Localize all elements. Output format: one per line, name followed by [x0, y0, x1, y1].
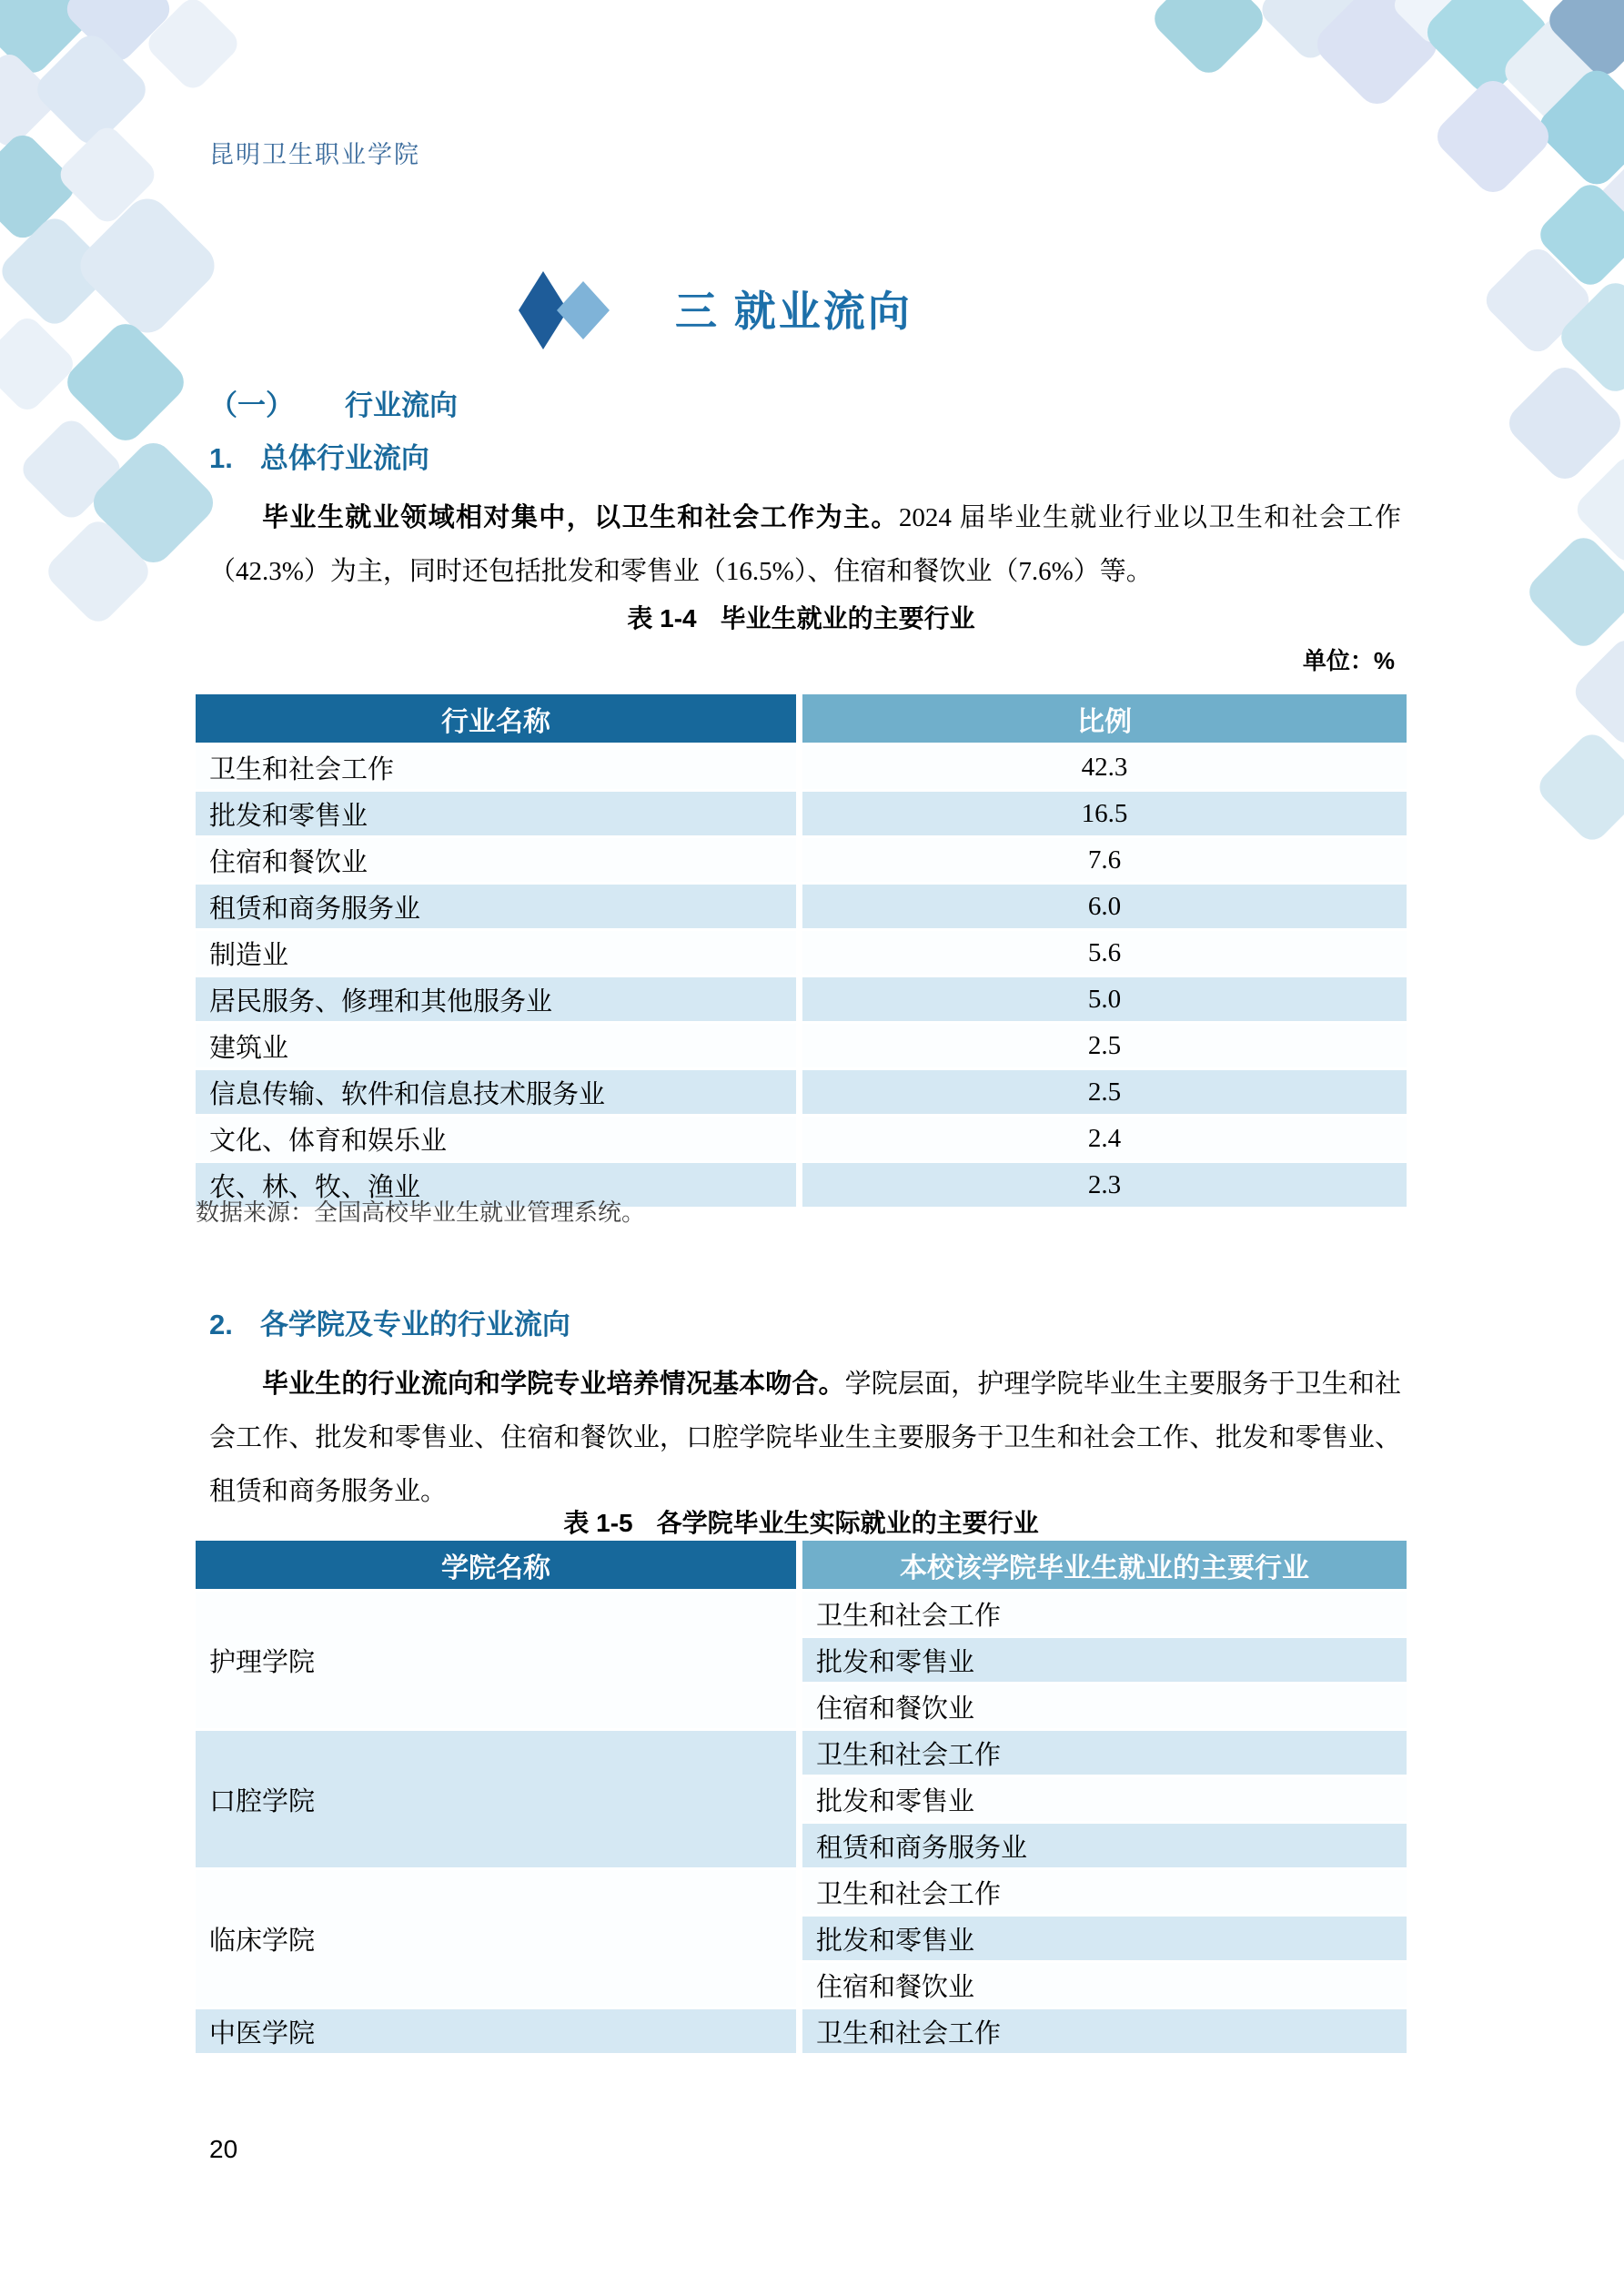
- section-heading-industry-flow: [209, 382, 458, 423]
- subsection-number: 1.: [209, 442, 233, 474]
- decorative-diamond: [0, 312, 79, 415]
- college-industry: 批发和零售业: [802, 1777, 1407, 1821]
- section-heading-label: （一）: [209, 389, 294, 421]
- paragraph-overall-industry: [209, 491, 1401, 599]
- industry-value: 42.3: [802, 745, 1407, 789]
- subsection-title: 总体行业流向: [259, 442, 429, 474]
- table-caption-text: 各学院毕业生实际就业的主要行业: [656, 1509, 1039, 1537]
- paragraph-college-industry: [209, 1358, 1401, 1519]
- table-row: [196, 838, 1407, 882]
- page-header-text: 昆明卫生职业学院: [209, 141, 420, 168]
- page-title: 三 就业流向: [675, 288, 913, 335]
- table-row: [196, 745, 1407, 789]
- industry-name: 住宿和餐饮业: [196, 838, 796, 882]
- table-row: [196, 1024, 1407, 1067]
- industry-name: 租赁和商务服务业: [196, 885, 796, 928]
- table-row: [196, 2009, 1407, 2053]
- table-row: [196, 1117, 1407, 1160]
- table-row: [196, 931, 1407, 975]
- college-industry: 卫生和社会工作: [802, 1592, 1407, 1635]
- subsection-heading-overall-industry-flow: [209, 435, 429, 476]
- paragraph-body: 2024 届毕业生就业行业以卫生和社会工作（42.3%）为主，同时还包括批发和零售业（16.5%）、住宿和餐饮业（7.6%）等。: [209, 503, 1401, 586]
- industry-value: 2.3: [802, 1163, 1407, 1207]
- industry-value: 2.5: [802, 1070, 1407, 1114]
- industry-name: 建筑业: [196, 1024, 796, 1067]
- industry-table: [189, 692, 1413, 1209]
- industry-table-header-ratio: 比例: [802, 694, 1407, 743]
- industry-name: 农、林、牧、渔业: [196, 1163, 796, 1207]
- industry-name: 制造业: [196, 931, 796, 975]
- data-source-note: 数据来源：全国高校毕业生就业管理系统。: [196, 1199, 646, 1226]
- college-name: 中医学院: [196, 2009, 796, 2053]
- college-name: 口腔学院: [196, 1731, 796, 1867]
- table-1-4-caption: [189, 599, 1413, 635]
- table-caption-number: 表 1-4: [627, 604, 697, 632]
- industry-table-header-name: 行业名称: [196, 694, 796, 743]
- college-table: [189, 1538, 1413, 2056]
- industry-value: 2.5: [802, 1024, 1407, 1067]
- college-industry: 卫生和社会工作: [802, 1731, 1407, 1775]
- table-row: [196, 1731, 1407, 1775]
- table-row: [196, 977, 1407, 1021]
- college-table-header-name: 学院名称: [196, 1541, 796, 1589]
- table-caption-text: 毕业生就业的主要行业: [720, 604, 975, 632]
- industry-value: 6.0: [802, 885, 1407, 928]
- industry-value: 2.4: [802, 1117, 1407, 1160]
- industry-name: 居民服务、修理和其他服务业: [196, 977, 796, 1021]
- subsection-number: 2.: [209, 1309, 233, 1340]
- industry-name: 文化、体育和娱乐业: [196, 1117, 796, 1160]
- college-industry: 住宿和餐饮业: [802, 1963, 1407, 2007]
- college-table-header-row: [196, 1541, 1407, 1589]
- table-row: [196, 792, 1407, 835]
- industry-name: 批发和零售业: [196, 792, 796, 835]
- industry-value: 16.5: [802, 792, 1407, 835]
- industry-value: 5.0: [802, 977, 1407, 1021]
- industry-name: 信息传输、软件和信息技术服务业: [196, 1070, 796, 1114]
- college-industry: 租赁和商务服务业: [802, 1824, 1407, 1867]
- subsection-title: 各学院及专业的行业流向: [259, 1309, 570, 1340]
- paragraph-body: 学院层面，护理学院毕业生主要服务于卫生和社会工作、批发和零售业、住宿和餐饮业，口腔学院毕业生主要服务于卫生和社会工作、批发和零售业、租赁和商务服务业。: [209, 1370, 1401, 1506]
- industry-name: 卫生和社会工作: [196, 745, 796, 789]
- college-industry: 批发和零售业: [802, 1917, 1407, 1960]
- college-table-header-industries: 本校该学院毕业生就业的主要行业: [802, 1541, 1407, 1589]
- table-1-5-caption: [189, 1503, 1413, 1540]
- industry-value: 7.6: [802, 838, 1407, 882]
- industry-value: 5.6: [802, 931, 1407, 975]
- college-name: 临床学院: [196, 1870, 796, 2007]
- decorative-diamond: [1522, 531, 1624, 652]
- page-number: 20: [209, 2135, 238, 2163]
- unit-label: 单位：%: [1302, 647, 1395, 674]
- subsection-heading-college-industry-flow: [209, 1301, 570, 1342]
- table-row: [196, 1870, 1407, 1914]
- table-row: [196, 1070, 1407, 1114]
- college-industry: 住宿和餐饮业: [802, 1684, 1407, 1728]
- table-caption-number: 表 1-5: [563, 1509, 633, 1537]
- paragraph-bold-lead: 毕业生的行业流向和学院专业培养情况基本吻合。: [262, 1370, 845, 1399]
- table-row: [196, 1592, 1407, 1635]
- decorative-diamond: [1147, 0, 1269, 79]
- title-diamond-icon: [519, 271, 610, 349]
- college-industry: 批发和零售业: [802, 1638, 1407, 1682]
- decorative-diamond: [1569, 633, 1624, 749]
- college-industry: 卫生和社会工作: [802, 2009, 1407, 2053]
- table-row: [196, 885, 1407, 928]
- decorative-diamond: [1533, 728, 1624, 846]
- section-heading-title: 行业流向: [345, 389, 458, 421]
- industry-table-header-row: [196, 694, 1407, 743]
- college-industry: 卫生和社会工作: [802, 1870, 1407, 1914]
- college-name: 护理学院: [196, 1592, 796, 1728]
- paragraph-bold-lead: 毕业生就业领域相对集中，以卫生和社会工作为主。: [262, 503, 899, 532]
